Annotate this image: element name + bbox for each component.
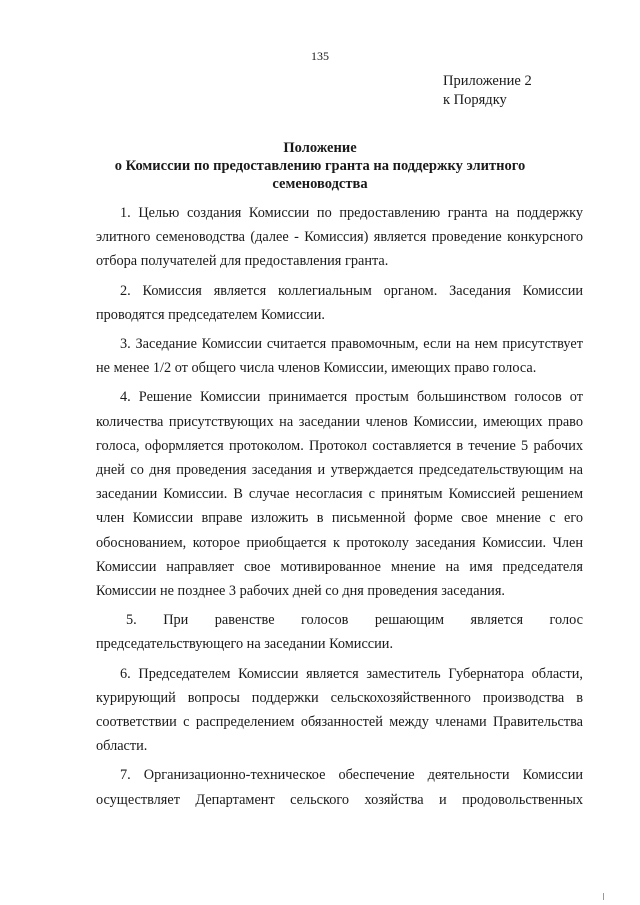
paragraph-3: 3. Заседание Комиссии считается правомочным, если на нем присутствует не менее 1/2 от общего числа членов Комиссии, имеющих право голоса.: [96, 336, 583, 377]
paragraph-2: 2. Комиссия является коллегиальным органом. Заседания Комиссии проводятся председателем Комиссии.: [96, 282, 583, 323]
page-number: 135: [311, 49, 329, 63]
paragraph-4: 4. Решение Комиссии принимается простым большинством голосов от количества присутствующих на заседании членов Комиссии, имеющих право голоса, оформляется протоколом. Протокол составляется в течение 5 рабочих дней со дня проведения заседания и утверждается председательствующим на заседании Комиссии. В случае несогласия с принятым Комиссией решением член Комиссии вправе изложить в письменной форме свое мнение с его обоснованием, которое приобщается к протоколу заседания Комиссии. Член Комиссии направляет свое мотивированное мнение на имя председателя Комиссии не позднее 3 рабочих дней со дня проведения заседания.: [96, 389, 583, 600]
appendix-line-2: к Порядку: [443, 92, 507, 108]
scan-edge-mark: [603, 893, 604, 900]
paragraph-6: 6. Председателем Комиссии является заместитель Губернатора области, курирующий вопросы поддержки сельскохозяйственного производства в соответствии с распределением обязанностей между членами Правительства области.: [96, 665, 583, 755]
document-title: [0, 139, 640, 193]
paragraph-1: 1. Целью создания Комиссии по предоставлению гранта на поддержку элитного семеноводства (далее - Комиссия) является проведение конкурсного отбора получателей для предоставления гранта.: [96, 205, 583, 270]
document-body: [96, 201, 583, 817]
title-line-1: Положение: [283, 140, 357, 156]
appendix-note: [443, 72, 532, 110]
title-line-2: о Комиссии по предоставлению гранта на поддержку элитного: [114, 158, 526, 174]
appendix-line-1: Приложение 2: [443, 73, 532, 89]
paragraph-5: 5. При равенстве голосов решающим является голос председательствующего на заседании Комиссии.: [96, 612, 583, 653]
title-line-3: семеноводства: [272, 176, 368, 192]
paragraph-7: 7. Организационно-техническое обеспечение деятельности Комиссии осуществляет Департамент сельского хозяйства и продовольственных: [96, 767, 583, 808]
